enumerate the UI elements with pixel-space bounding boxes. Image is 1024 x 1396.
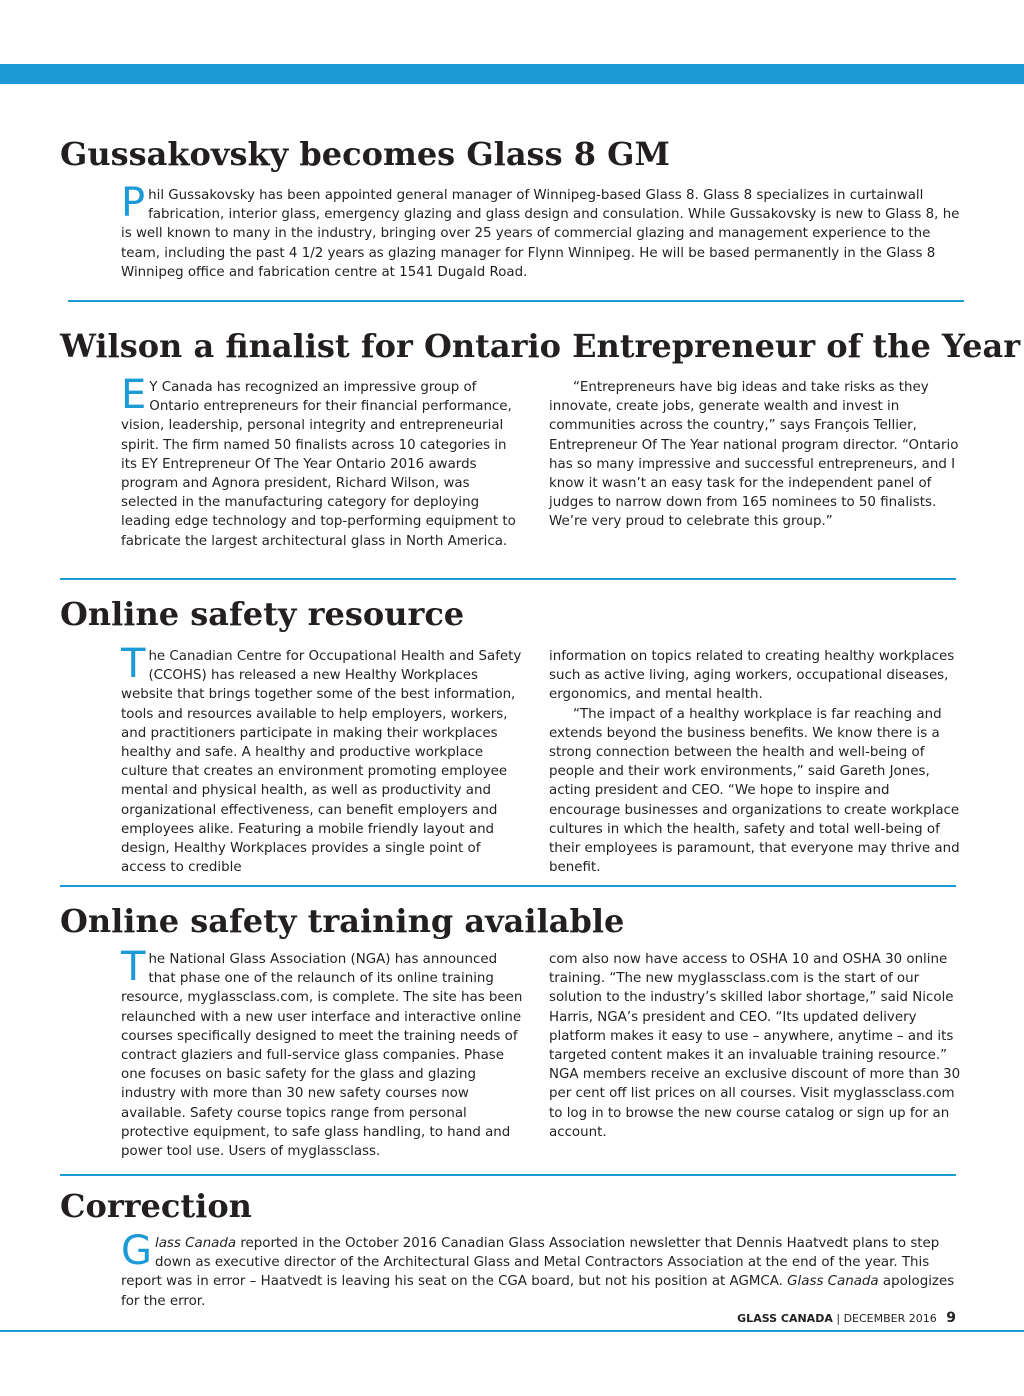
footer-separator: | [836, 1312, 841, 1325]
article-gussakovsky-body: Phil Gussakovsky has been appointed general manager of Winnipeg-based Glass 8. Glass 8 specializes in curtainwall fabrication, interior glass, emergency glazing and glass design and consulation. While Gussakovsky is new to Glass 8, he is well known to many in the industry, bringing over 25 years of commercial glazing and management experience to the team, including the past 4 1/2 years as glazing manager for Flynn Winnipeg. He will be based permanently in the Glass 8 Winnipeg office and fabrication centre at 1541 Dugald Road. [121, 180, 960, 280]
article-wilson-col2: “Entrepreneurs have big ideas and take risks as they innovate, create jobs, generate wealth and invest in communities across the country,” says François Tellier, Entrepreneur Of The Year national program director. “Ontario has so many impressive and successful entrepreneurs, and I know it wasn’t an easy task for the independent panel of judges to narrow down from 165 nominees to 50 finalists. We’re very proud to celebrate this group.” [549, 380, 959, 530]
article-safety-resource-col2: information on topics related to creating healthy workplaces such as active living, aging workers, occupational diseases, ergonomics, and mental health. “The impact of a healthy workplace is far reaching and extends beyond the business benefits. We know there is a strong connection between the health and well-being of people and their work environments,” said Gareth Jones, acting president and CEO. “We hope to inspire and encourage businesses and organizations to create workplace cultures in which the health, safety and total well-being of their employees is paramount, that everyone may thrive and benefit. [549, 649, 960, 876]
page-number: 9 [946, 1310, 956, 1326]
page-footer [737, 1310, 956, 1326]
drop-cap: T [121, 944, 146, 990]
divider [60, 578, 956, 580]
drop-cap: T [121, 641, 146, 687]
headline-online-safety-resource: Online safety resource [60, 595, 465, 633]
divider [60, 885, 956, 887]
headline-gussakovsky: Gussakovsky becomes Glass 8 GM [60, 135, 670, 173]
article-safety-training-col2: com also now have access to OSHA 10 and OSHA 30 online training. “The new myglassclass.com is the start of our solution to the industry’s skilled labor shortage,” said Nicole Harris, NGA’s president and CEO. “Its updated delivery platform makes it easy to use – anywhere, anytime – and its targeted content makes it an invaluable training resource.” NGA members receive an exclusive discount of more than 30 per cent off list prices on all courses. Visit myglassclass.com to log in to browse the new course catalog or sign up for an account. [549, 952, 961, 1140]
issue-date: DECEMBER 2016 [843, 1312, 937, 1325]
article-correction-body: Glass Canada reported in the October 2016 Canadian Glass Association newsletter that Dennis Haatvedt plans to step down as executive director of the Architectural Glass and Metal Contractors Association at the end of the year. This report was in error – Haatvedt is leaving his seat on the CGA board, but not his position at AGMCA. Glass Canada apologizes for the error. [121, 1228, 955, 1309]
divider [60, 1174, 956, 1176]
drop-cap: G [121, 1228, 152, 1274]
magazine-name: GLASS CANADA [737, 1312, 833, 1325]
headline-correction: Correction [60, 1187, 252, 1225]
headline-wilson: Wilson a finalist for Ontario Entrepreneur of the Year [60, 327, 1021, 365]
article-wilson-col1: E Y Canada has recognized an impressive group of Ontario entrepreneurs for their financial performance, vision, leadership, personal integrity and entrepreneurial spirit. The firm named 50 finalists across 10 categories in its EY Entrepreneur Of The Year Ontario 2016 awards program and Agnora president, Richard Wilson, was selected in the manufacturing category for deploying leading edge technology and top-performing equipment to fabricate the largest architectural glass in North America. [121, 372, 516, 549]
drop-cap: E [121, 372, 147, 418]
article-safety-training-col1: The National Glass Association (NGA) has announced that phase one of the relaunch of its online training resource, myglassclass.com, is complete. The site has been relaunched with a new user interface and interactive online courses specifically designed to meet the training needs of contract glaziers and full-service glass companies. Phase one focuses on basic safety for the glass and glazing industry with more than 30 new safety courses now available. Safety course topics range from personal protective equipment, to safe glass handling, to hand and power tool use. Users of myglassclass. [121, 944, 523, 1160]
headline-online-safety-training: Online safety training available [60, 902, 625, 940]
article-safety-resource-col1: The Canadian Centre for Occupational Health and Safety (CCOHS) has released a new Healthy Workplaces website that brings together some of the best information, tools and resources available to help employers, workers, and practitioners participate in making their workplaces healthy and safe. A healthy and productive workplace culture that creates an environment promoting employee mental and physical health, as well as productivity and organizational effectiveness, can benefit employers and employees alike. Featuring a mobile friendly layout and design, Healthy Workplaces provides a single point of access to credible [121, 641, 522, 876]
divider [68, 300, 964, 302]
top-accent-bar [0, 64, 1024, 84]
drop-cap: P [121, 180, 146, 226]
bottom-accent-rule [0, 1330, 1024, 1332]
